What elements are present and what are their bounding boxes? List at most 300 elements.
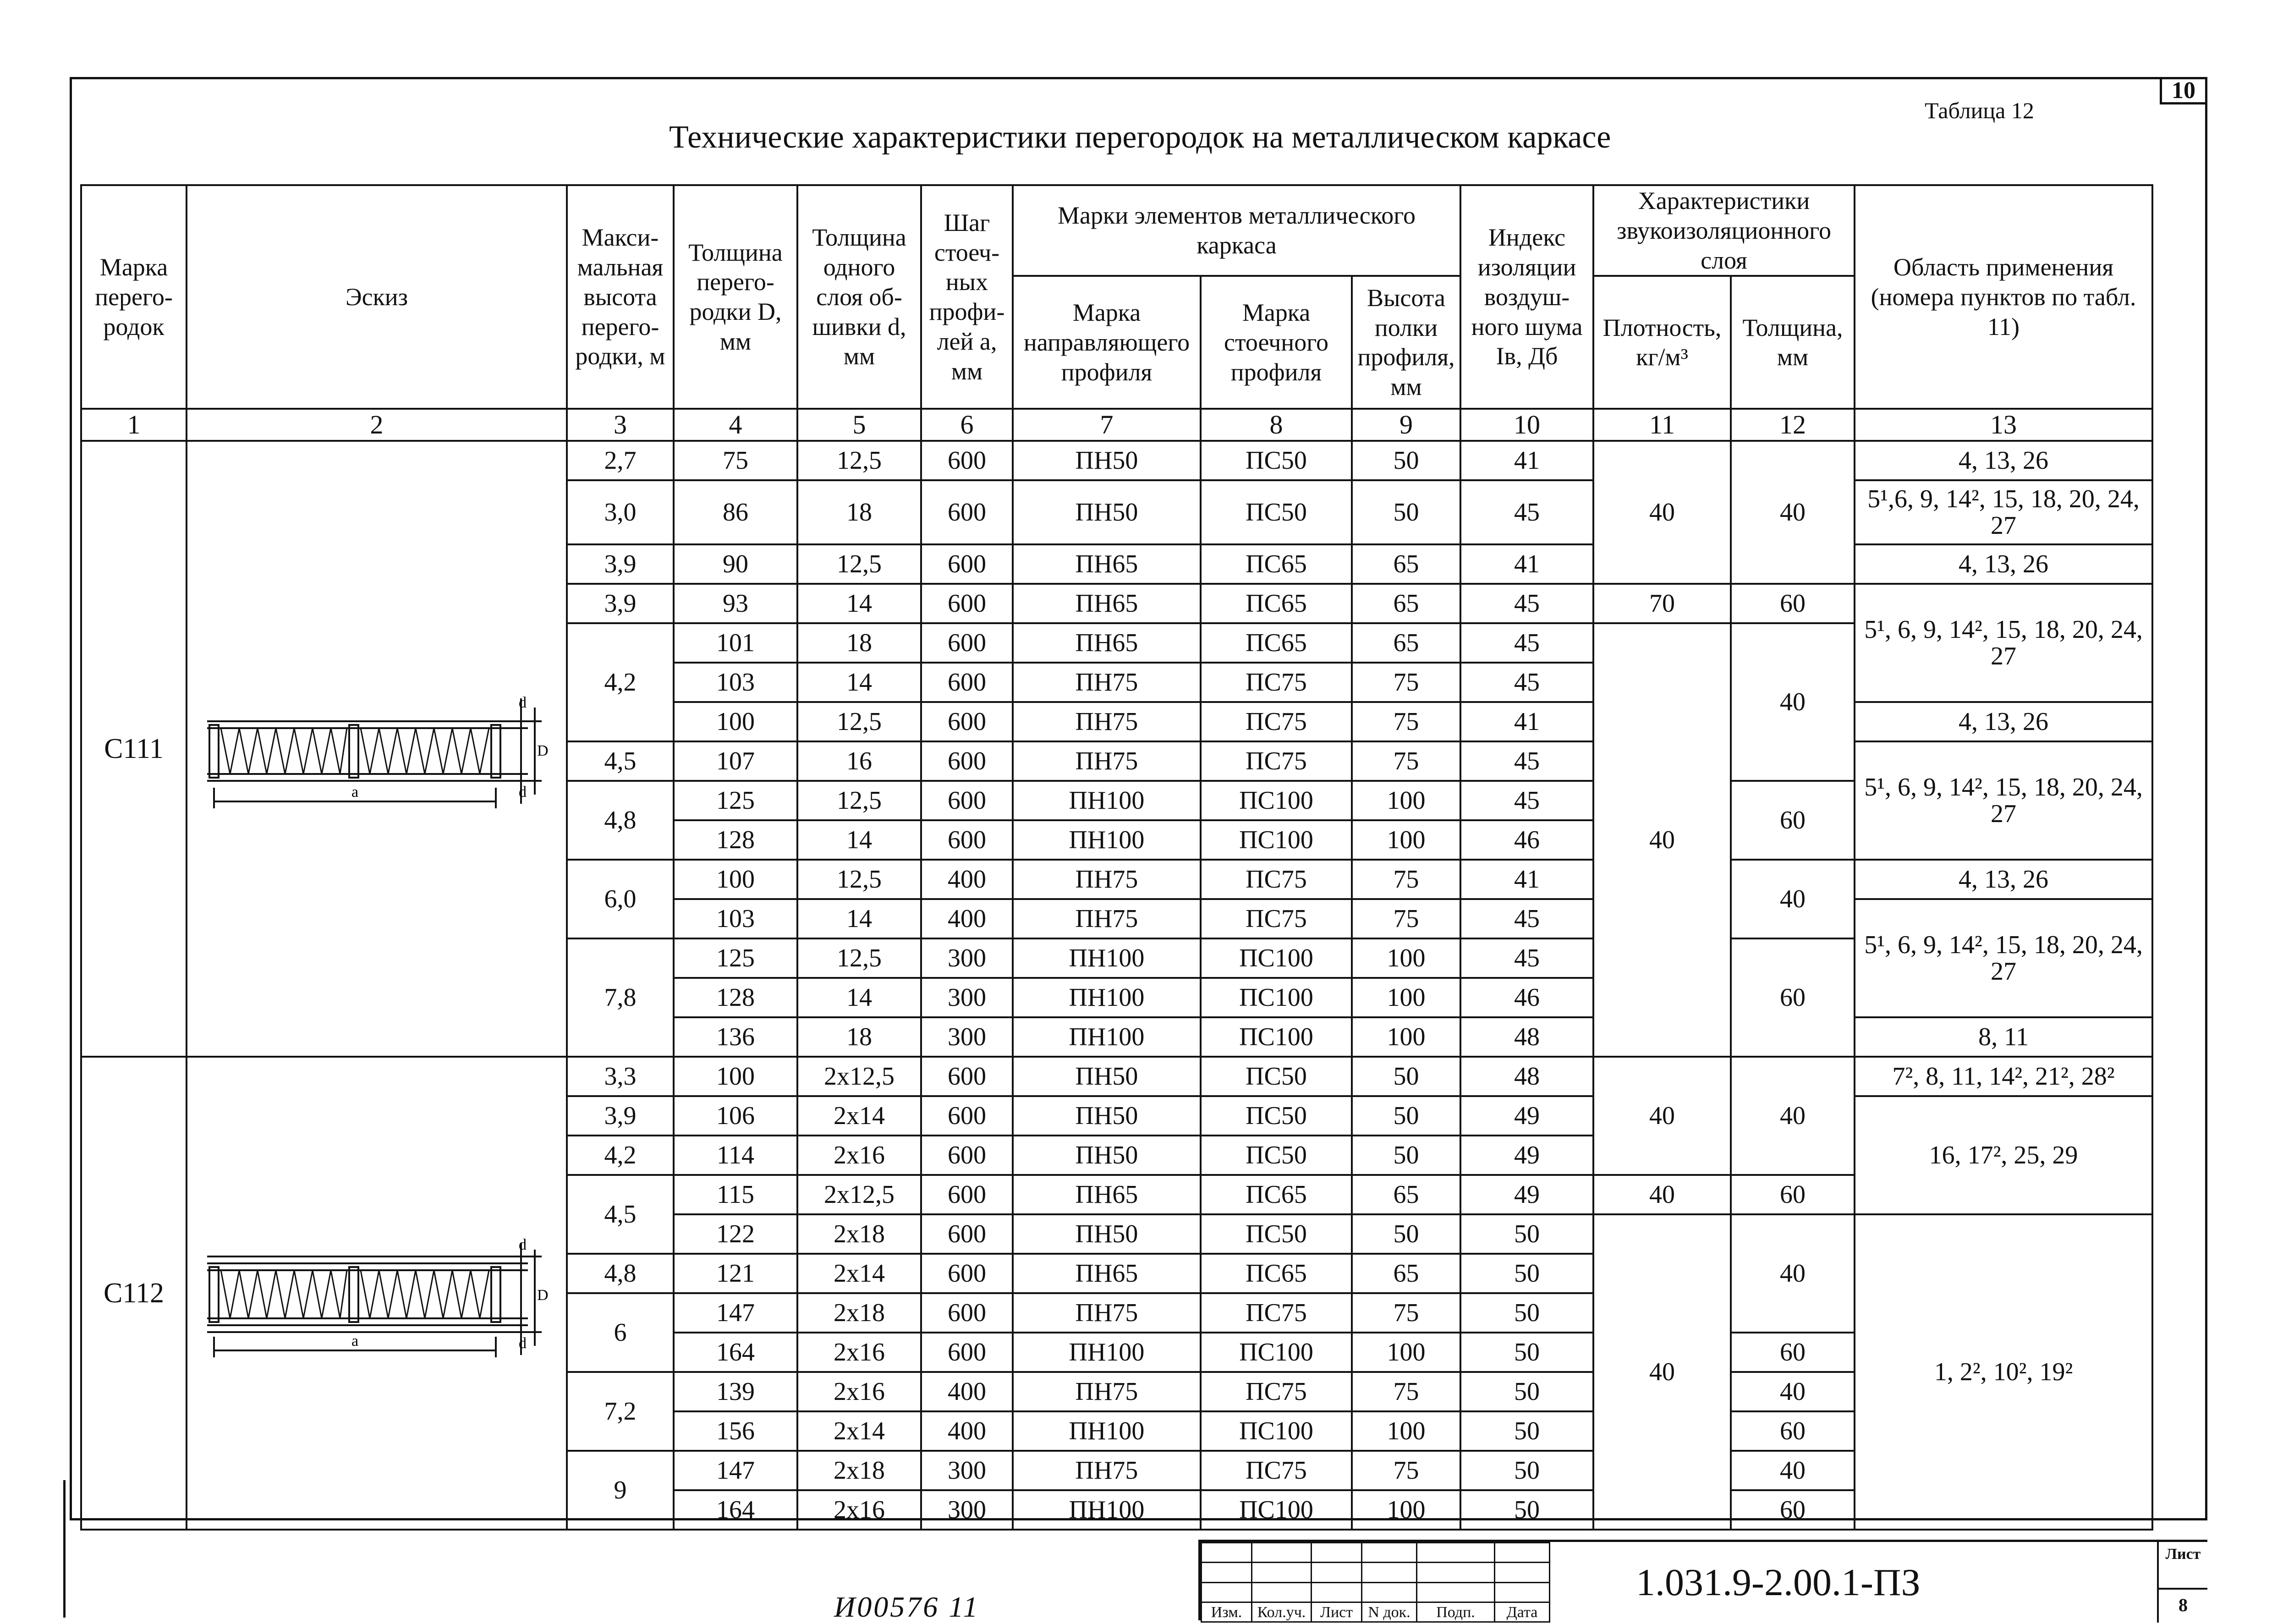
table-cell: 147 [674,1451,797,1490]
table-cell: 46 [1460,820,1593,860]
table-cell: 600 [921,480,1013,544]
stamp-label: N док. [1362,1602,1417,1622]
table-cell: ПН100 [1013,978,1201,1017]
table-cell: 41 [1460,544,1593,584]
header-stud: Марка стоечного профиля [1201,276,1352,409]
table-cell: ПС65 [1201,584,1352,623]
height-cell: 2,7 [567,441,674,480]
header-sketch: Эскиз [187,185,567,409]
table-cell: 50 [1352,1136,1460,1175]
table-cell: 45 [1460,899,1593,938]
table-cell: 107 [674,741,797,781]
table-cell: 75 [1352,899,1460,938]
sheet-number: 8 [2159,1588,2207,1616]
stamp-label: Дата [1495,1602,1550,1622]
table-cell: ПС100 [1201,978,1352,1017]
table-cell: 12,5 [797,860,921,899]
stamp-label: Кол.уч. [1252,1602,1312,1622]
table-cell: 2х16 [797,1333,921,1372]
table-cell: 12,5 [797,702,921,741]
sketch-label-d: d [519,694,527,712]
table-cell: 122 [674,1214,797,1254]
header-step: Шаг стоеч-ных профи-лей a, мм [921,185,1013,409]
table-cell: 50 [1460,1411,1593,1451]
table-cell: ПС75 [1201,1451,1352,1490]
table-cell: 100 [1352,1017,1460,1057]
table-cell: 100 [1352,1333,1460,1372]
table-cell: ПН75 [1013,741,1201,781]
table-cell: ПН50 [1013,1136,1201,1175]
table-cell: ПН100 [1013,1411,1201,1451]
height-cell: 3,9 [567,544,674,584]
table-cell: ПС50 [1201,1214,1352,1254]
table-cell: 41 [1460,702,1593,741]
height-cell: 6,0 [567,860,674,938]
table-cell: ПС100 [1201,1490,1352,1530]
table-cell: 41 [1460,860,1593,899]
table-cell: ПС100 [1201,1411,1352,1451]
sketch-c112 [187,1057,567,1530]
table-cell: 400 [921,860,1013,899]
table-cell: ПС50 [1201,480,1352,544]
table-cell: ПС100 [1201,820,1352,860]
height-cell: 4,8 [567,1254,674,1293]
application-cell: 1, 2², 10², 19² [1855,1214,2152,1530]
table-cell: 103 [674,899,797,938]
spec-table [80,184,2153,1531]
table-cell: 50 [1460,1333,1593,1372]
table-cell: 600 [921,1096,1013,1136]
column-number: 13 [1855,409,2152,441]
table-cell: 400 [921,1372,1013,1411]
application-cell: 5¹, 6, 9, 14², 15, 18, 20, 24, 27 [1855,584,2152,702]
thickness-cell: 40 [1731,1372,1855,1411]
table-cell: ПС50 [1201,1096,1352,1136]
table-cell: ПН100 [1013,938,1201,978]
table-cell: ПН65 [1013,1254,1201,1293]
application-cell: 5¹, 6, 9, 14², 15, 18, 20, 24, 27 [1855,899,2152,1017]
density-cell: 70 [1593,584,1731,623]
table-cell: 14 [797,663,921,702]
table-cell: 48 [1460,1057,1593,1096]
table-cell: 75 [1352,702,1460,741]
table-cell: ПН75 [1013,663,1201,702]
table-cell: ПН100 [1013,1017,1201,1057]
height-cell: 6 [567,1293,674,1372]
application-cell: 8, 11 [1855,1017,2152,1057]
column-number: 8 [1201,409,1352,441]
height-cell: 4,8 [567,781,674,860]
table-cell: 14 [797,584,921,623]
column-number: 2 [187,409,567,441]
table-cell: 45 [1460,584,1593,623]
sketch-label-a: a [351,1333,359,1350]
table-cell: 48 [1460,1017,1593,1057]
table-cell: 12,5 [797,781,921,820]
table-cell: ПС50 [1201,1057,1352,1096]
table-cell: ПС65 [1201,544,1352,584]
table-cell: ПС50 [1201,441,1352,480]
table-cell: ПН65 [1013,584,1201,623]
application-cell: 16, 17², 25, 29 [1855,1096,2152,1214]
table-cell: 125 [674,938,797,978]
column-number: 3 [567,409,674,441]
table-cell: 65 [1352,1254,1460,1293]
table-cell: ПС75 [1201,1372,1352,1411]
table-cell: ПН50 [1013,1057,1201,1096]
table-cell: 125 [674,781,797,820]
frame-tick [63,1480,66,1618]
table-cell: 45 [1460,623,1593,663]
table-cell: 139 [674,1372,797,1411]
table-cell: 50 [1460,1490,1593,1530]
partition-sketch-c111 [187,680,566,817]
table-cell: ПН65 [1013,623,1201,663]
density-cell: 40 [1593,1057,1731,1175]
table-cell: 50 [1460,1451,1593,1490]
table-cell: ПС100 [1201,1333,1352,1372]
application-cell: 5¹, 6, 9, 14², 15, 18, 20, 24, 27 [1855,741,2152,860]
table-cell: 101 [674,623,797,663]
table-cell: 65 [1352,584,1460,623]
thickness-cell: 40 [1731,441,1855,584]
table-cell: 600 [921,1057,1013,1096]
sketch-label-a: a [351,784,359,801]
sheet-corner-number: 10 [2160,77,2207,104]
table-cell: 14 [797,978,921,1017]
table-cell: 18 [797,1017,921,1057]
column-number: 7 [1013,409,1201,441]
header-max-height: Макси-мальная высота перего-родки, м [567,185,674,409]
table-cell: 106 [674,1096,797,1136]
sketch-label-d: d [519,1236,527,1254]
table-cell: ПН75 [1013,860,1201,899]
partition-sketch-c112 [187,1224,566,1362]
header-mark: Марка перего-родок [81,185,187,409]
header-density: Плотность, кг/м³ [1593,276,1731,409]
table-cell: 600 [921,1293,1013,1333]
header-layer-thickness: Толщина, мм [1731,276,1855,409]
table-cell: 50 [1352,1096,1460,1136]
header-sound-group: Характеристики звукоизоляционного слоя [1593,185,1855,276]
thickness-cell: 60 [1731,1175,1855,1214]
table-cell: 600 [921,584,1013,623]
table-cell: 600 [921,1214,1013,1254]
table-cell: 2х14 [797,1254,921,1293]
table-cell: 45 [1460,741,1593,781]
table-cell: 100 [674,860,797,899]
column-number: 4 [674,409,797,441]
header-flange: Высота полки профиля, мм [1352,276,1460,409]
table-cell: ПН75 [1013,1372,1201,1411]
table-cell: 50 [1352,1057,1460,1096]
table-cell: 65 [1352,623,1460,663]
table-cell: 147 [674,1293,797,1333]
stamp-label: Лист [1312,1602,1362,1622]
table-cell: 75 [1352,860,1460,899]
table-cell: 49 [1460,1175,1593,1214]
table-cell: 86 [674,480,797,544]
table-cell: 400 [921,899,1013,938]
table-cell: 100 [1352,1411,1460,1451]
table-cell: 2х18 [797,1214,921,1254]
table-cell: 50 [1352,480,1460,544]
sketch-label-D: D [537,1287,549,1304]
sketch-label-D: D [537,742,549,760]
table-cell: ПН50 [1013,480,1201,544]
table-cell: ПН50 [1013,1096,1201,1136]
column-number: 9 [1352,409,1460,441]
table-cell: ПС100 [1201,781,1352,820]
height-cell: 3,9 [567,584,674,623]
table-cell: 90 [674,544,797,584]
table-cell: 2х18 [797,1451,921,1490]
table-cell: ПС75 [1201,1293,1352,1333]
table-cell: 2х14 [797,1411,921,1451]
table-cell: 14 [797,820,921,860]
thickness-cell: 60 [1731,1411,1855,1451]
table-cell: 164 [674,1490,797,1530]
thickness-cell: 60 [1731,584,1855,623]
sketch-label-d: d [519,784,527,801]
document-code: 1.031.9-2.00.1-ПЗ [1636,1561,1921,1604]
column-number: 10 [1460,409,1593,441]
table-cell: 50 [1352,441,1460,480]
table-cell: 75 [1352,663,1460,702]
table-cell: 45 [1460,781,1593,820]
table-row [81,1057,2152,1096]
column-number: 12 [1731,409,1855,441]
table-cell: 49 [1460,1136,1593,1175]
table-cell: ПН75 [1013,1293,1201,1333]
table-label: Таблица 12 [1925,98,2034,123]
height-cell: 7,2 [567,1372,674,1451]
table-cell: 100 [1352,1490,1460,1530]
column-number: 1 [81,409,187,441]
header-guide: Марка направляющего профиля [1013,276,1201,409]
table-cell: ПС65 [1201,1254,1352,1293]
thickness-cell: 60 [1731,1490,1855,1530]
table-cell: ПН65 [1013,1175,1201,1214]
table-cell: 300 [921,1017,1013,1057]
height-cell: 4,2 [567,623,674,741]
table-cell: 18 [797,480,921,544]
stamp-label: Подп. [1417,1602,1495,1622]
sheet-box [2157,1542,2207,1623]
table-cell: 46 [1460,978,1593,1017]
table-cell: 600 [921,820,1013,860]
table-cell: 600 [921,1254,1013,1293]
sheet-label: Лист [2165,1546,2201,1563]
table-cell: 100 [1352,820,1460,860]
thickness-cell: 40 [1731,860,1855,938]
table-cell: 600 [921,544,1013,584]
table-cell: 45 [1460,480,1593,544]
thickness-cell: 40 [1731,1214,1855,1333]
table-cell: 75 [1352,1372,1460,1411]
table-cell: 136 [674,1017,797,1057]
table-cell: 75 [1352,1293,1460,1333]
table-cell: 2х12,5 [797,1175,921,1214]
table-cell: ПН100 [1013,820,1201,860]
density-cell: 40 [1593,623,1731,1057]
column-number: 5 [797,409,921,441]
height-cell: 9 [567,1451,674,1530]
table-cell: ПС100 [1201,938,1352,978]
thickness-cell: 40 [1731,1057,1855,1175]
table-cell: ПН100 [1013,781,1201,820]
table-cell: ПН50 [1013,441,1201,480]
table-row [81,441,2152,480]
table-cell: 600 [921,1175,1013,1214]
application-cell: 5¹,6, 9, 14², 15, 18, 20, 24, 27 [1855,480,2152,544]
height-cell: 3,3 [567,1057,674,1096]
height-cell: 4,5 [567,1175,674,1254]
table-cell: 14 [797,899,921,938]
table-cell: 50 [1460,1293,1593,1333]
table-cell: 2х16 [797,1136,921,1175]
table-cell: ПС75 [1201,663,1352,702]
handwritten-note: И00576 11 [834,1591,980,1623]
table-cell: ПН75 [1013,1451,1201,1490]
height-cell: 4,5 [567,741,674,781]
table-cell: 65 [1352,544,1460,584]
table-cell: 49 [1460,1096,1593,1136]
thickness-cell: 60 [1731,938,1855,1057]
height-cell: 3,9 [567,1096,674,1136]
table-cell: 300 [921,1490,1013,1530]
table-cell: 65 [1352,1175,1460,1214]
table-cell: 600 [921,1333,1013,1372]
table-cell: 114 [674,1136,797,1175]
page-title: Технические характеристики перегородок на металлическом каркасе [669,120,1611,155]
application-cell: 4, 13, 26 [1855,702,2152,741]
thickness-cell: 40 [1731,623,1855,781]
table-cell: 75 [1352,1451,1460,1490]
table-cell: ПС65 [1201,623,1352,663]
table-cell: 50 [1460,1254,1593,1293]
header-index: Индекс изоляции воздуш-ного шума Iв, Дб [1460,185,1593,409]
thickness-cell: 60 [1731,781,1855,860]
table-cell: 128 [674,820,797,860]
table-cell: ПН75 [1013,702,1201,741]
application-cell: 7², 8, 11, 14², 21², 28² [1855,1057,2152,1096]
height-cell: 3,0 [567,480,674,544]
header-frame-group: Марки элементов металлического каркаса [1013,185,1460,276]
table-cell: ПН75 [1013,899,1201,938]
table-cell: 300 [921,978,1013,1017]
partition-mark-c112: С112 [81,1057,187,1530]
stamp-grid [1201,1542,1550,1623]
table-cell: 600 [921,702,1013,741]
table-cell: ПС65 [1201,1175,1352,1214]
table-cell: 300 [921,938,1013,978]
height-cell: 4,2 [567,1136,674,1175]
table-cell: 75 [674,441,797,480]
header-application: Область применения (номера пунктов по табл. 11) [1855,185,2152,409]
table-cell: 45 [1460,938,1593,978]
table-cell: 50 [1460,1372,1593,1411]
table-cell: 12,5 [797,441,921,480]
table-cell: 400 [921,1411,1013,1451]
density-cell: 40 [1593,441,1731,584]
table-cell: 41 [1460,441,1593,480]
table-cell: 115 [674,1175,797,1214]
partition-mark-c111: С111 [81,441,187,1057]
table-cell: 300 [921,1451,1013,1490]
table-cell: 75 [1352,741,1460,781]
table-cell: 93 [674,584,797,623]
column-number: 6 [921,409,1013,441]
column-number: 11 [1593,409,1731,441]
table-cell: 156 [674,1411,797,1451]
table-cell: 50 [1352,1214,1460,1254]
sketch-c111 [187,441,567,1057]
sketch-label-d: d [519,1335,527,1352]
thickness-cell: 40 [1731,1451,1855,1490]
height-cell: 7,8 [567,938,674,1057]
table-cell: 600 [921,663,1013,702]
stamp-label: Изм. [1202,1602,1252,1622]
density-cell: 40 [1593,1214,1731,1530]
table-cell: 100 [1352,978,1460,1017]
table-cell: 16 [797,741,921,781]
table-cell: 121 [674,1254,797,1293]
table-cell: ПС50 [1201,1136,1352,1175]
table-cell: ПС75 [1201,860,1352,899]
table-cell: 128 [674,978,797,1017]
table-cell: 100 [674,1057,797,1096]
table-cell: 2х16 [797,1490,921,1530]
header-thickness: Толщина перего-родки D, мм [674,185,797,409]
table-cell: 100 [674,702,797,741]
table-cell: ПН65 [1013,544,1201,584]
table-cell: 50 [1460,1214,1593,1254]
table-cell: 164 [674,1333,797,1372]
table-cell: 600 [921,1136,1013,1175]
table-cell: 600 [921,741,1013,781]
title-block [1198,1540,2207,1620]
table-cell: ПС75 [1201,741,1352,781]
density-cell: 40 [1593,1175,1731,1214]
table-cell: ПС75 [1201,899,1352,938]
table-cell: 45 [1460,663,1593,702]
table-cell: 2х12,5 [797,1057,921,1096]
table-cell: ПН100 [1013,1490,1201,1530]
table-cell: ПС75 [1201,702,1352,741]
application-cell: 4, 13, 26 [1855,860,2152,899]
table-cell: 12,5 [797,938,921,978]
thickness-cell: 60 [1731,1333,1855,1372]
header-layer: Толщина одного слоя об-шивки d, мм [797,185,921,409]
table-cell: ПС100 [1201,1017,1352,1057]
table-cell: ПН100 [1013,1333,1201,1372]
table-cell: 100 [1352,781,1460,820]
table-cell: ПН50 [1013,1214,1201,1254]
application-cell: 4, 13, 26 [1855,441,2152,480]
table-cell: 2х18 [797,1293,921,1333]
table-cell: 12,5 [797,544,921,584]
table-cell: 2х16 [797,1372,921,1411]
table-cell: 103 [674,663,797,702]
application-cell: 4, 13, 26 [1855,544,2152,584]
table-cell: 18 [797,623,921,663]
table-cell: 2х14 [797,1096,921,1136]
table-cell: 600 [921,623,1013,663]
table-cell: 100 [1352,938,1460,978]
table-cell: 600 [921,441,1013,480]
table-cell: 600 [921,781,1013,820]
